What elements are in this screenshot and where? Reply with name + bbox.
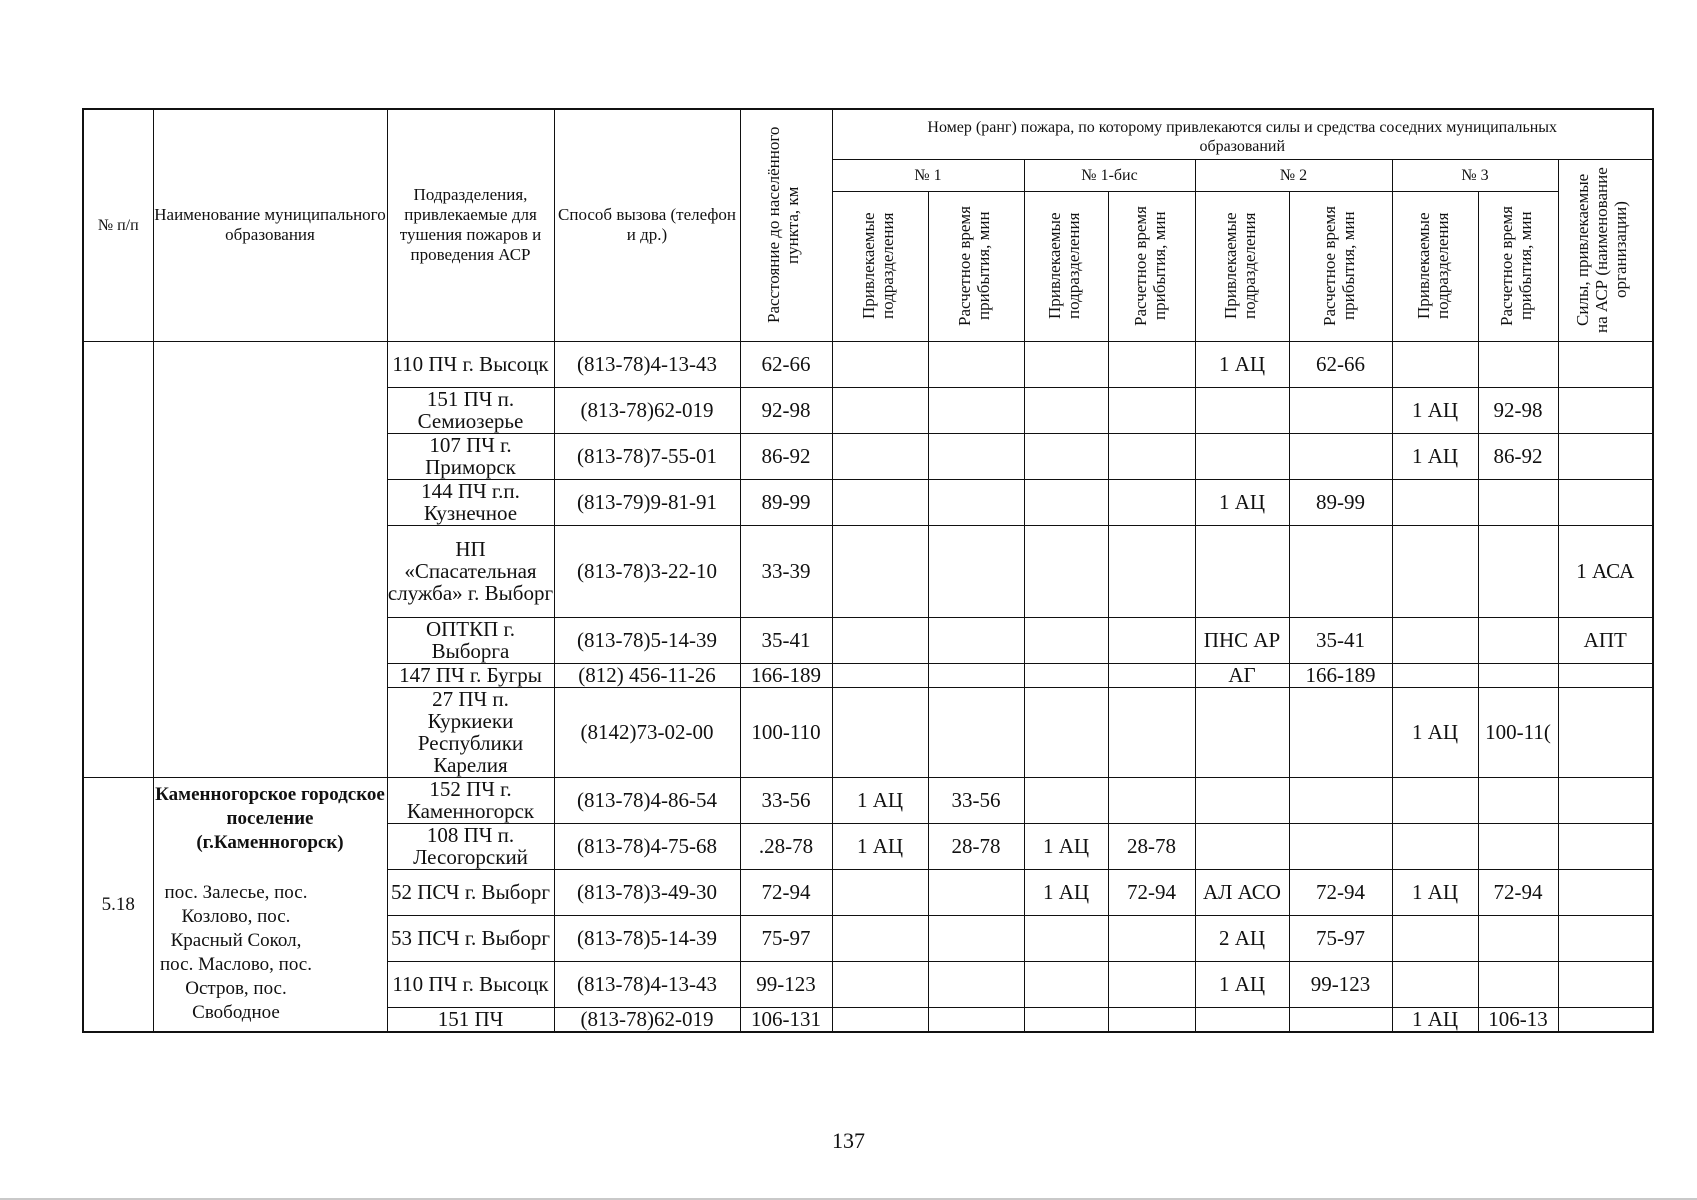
r3u-cell: [1392, 777, 1478, 823]
header-r1bis-time: Расчетное время прибытия, мин: [1108, 191, 1195, 341]
phone-cell: (813-78)5-14-39: [554, 617, 740, 663]
unit-cell: 147 ПЧ г. Бугры: [387, 663, 554, 687]
r3u-cell: 1 АЦ: [1392, 387, 1478, 433]
r3t-cell: [1478, 961, 1558, 1007]
r1bt-cell: 72-94: [1108, 869, 1195, 915]
r1u-cell: [832, 1007, 928, 1032]
table-row: [83, 341, 1653, 387]
r2t-cell: 166-189: [1289, 663, 1392, 687]
phone-cell: (813-78)4-13-43: [554, 341, 740, 387]
r3u-cell: [1392, 915, 1478, 961]
r1bt-cell: [1108, 1007, 1195, 1032]
r1bu-cell: [1024, 663, 1108, 687]
unit-cell: ОПТКП г. Выборга: [387, 617, 554, 663]
r1bu-cell: [1024, 387, 1108, 433]
unit-cell: 151 ПЧ: [387, 1007, 554, 1032]
r3t-cell: [1478, 777, 1558, 823]
r3u-cell: 1 АЦ: [1392, 869, 1478, 915]
header-r2-units: Привлекаемые подразделения: [1195, 191, 1289, 341]
r1u-cell: [832, 479, 928, 525]
header-rank-group: Номер (ранг) пожара, по которому привлекаются силы и средства соседних муниципальных образований: [832, 109, 1653, 159]
r1bt-cell: [1108, 663, 1195, 687]
unit-cell: 144 ПЧ г.п. Кузнечное: [387, 479, 554, 525]
r1bu-cell: 1 АЦ: [1024, 823, 1108, 869]
dist-cell: .28-78: [740, 823, 832, 869]
r3u-cell: [1392, 479, 1478, 525]
asr-cell: [1558, 433, 1653, 479]
r3u-cell: [1392, 617, 1478, 663]
r1u-cell: [832, 663, 928, 687]
municipality-cell: [153, 777, 387, 1032]
header-rank-2: № 2: [1195, 159, 1392, 191]
r1u-cell: [832, 525, 928, 617]
dist-cell: 33-56: [740, 777, 832, 823]
r3t-cell: [1478, 663, 1558, 687]
r2t-cell: 89-99: [1289, 479, 1392, 525]
r1t-cell: [928, 687, 1024, 777]
r1bu-cell: [1024, 1007, 1108, 1032]
r1bu-cell: [1024, 433, 1108, 479]
r2u-cell: [1195, 823, 1289, 869]
r1bu-cell: [1024, 525, 1108, 617]
r1bt-cell: [1108, 961, 1195, 1007]
r1t-cell: [928, 915, 1024, 961]
r1t-cell: [928, 387, 1024, 433]
r3t-cell: [1478, 915, 1558, 961]
header-r3-units: Привлекаемые подразделения: [1392, 191, 1478, 341]
phone-cell: (813-78)62-019: [554, 1007, 740, 1032]
asr-cell: АПТ: [1558, 617, 1653, 663]
r1u-cell: 1 АЦ: [832, 823, 928, 869]
r1u-cell: [832, 341, 928, 387]
phone-cell: (813-78)3-49-30: [554, 869, 740, 915]
r1bt-cell: [1108, 525, 1195, 617]
r3u-cell: [1392, 341, 1478, 387]
dist-cell: 92-98: [740, 387, 832, 433]
settlement-list: пос. Залесье, пос. Козлово, пос. Красный Сокол, пос. Маслово, пос. Остров, пос. Свободное: [160, 882, 312, 1023]
asr-cell: [1558, 341, 1653, 387]
header-rank-3: № 3: [1392, 159, 1558, 191]
r1bt-cell: [1108, 433, 1195, 479]
dist-cell: 99-123: [740, 961, 832, 1007]
dist-cell: 106-131: [740, 1007, 832, 1032]
r2t-cell: [1289, 687, 1392, 777]
asr-cell: 1 АСА: [1558, 525, 1653, 617]
header-distance: Расстояние до населённого пункта, км: [740, 109, 832, 341]
r1t-cell: 33-56: [928, 777, 1024, 823]
r1bt-cell: [1108, 387, 1195, 433]
r2t-cell: [1289, 433, 1392, 479]
page-number: 137: [832, 1128, 865, 1153]
r1u-cell: [832, 387, 928, 433]
dist-cell: 86-92: [740, 433, 832, 479]
phone-cell: (813-78)3-22-10: [554, 525, 740, 617]
unit-cell: 53 ПСЧ г. Выборг: [387, 915, 554, 961]
r1bu-cell: [1024, 479, 1108, 525]
r1t-cell: [928, 433, 1024, 479]
header-r3-time: Расчетное время прибытия, мин: [1478, 191, 1558, 341]
asr-cell: [1558, 869, 1653, 915]
r1u-cell: [832, 687, 928, 777]
r1bu-cell: [1024, 961, 1108, 1007]
header-rank-1bis: № 1-бис: [1024, 159, 1195, 191]
header-call-method: Способ вызова (телефон и др.): [554, 109, 740, 341]
header-r2-time: Расчетное время прибытия, мин: [1289, 191, 1392, 341]
r1t-cell: [928, 869, 1024, 915]
r2t-cell: 62-66: [1289, 341, 1392, 387]
r2u-cell: [1195, 1007, 1289, 1032]
phone-cell: (812) 456-11-26: [554, 663, 740, 687]
r2u-cell: АГ: [1195, 663, 1289, 687]
r1u-cell: [832, 869, 928, 915]
r1bt-cell: [1108, 479, 1195, 525]
group-a-body: [83, 341, 1653, 777]
asr-cell: [1558, 823, 1653, 869]
r2u-cell: 2 АЦ: [1195, 915, 1289, 961]
r3t-cell: 86-92: [1478, 433, 1558, 479]
r1u-cell: [832, 617, 928, 663]
r2t-cell: 75-97: [1289, 915, 1392, 961]
unit-cell: 107 ПЧ г. Приморск: [387, 433, 554, 479]
r2u-cell: [1195, 433, 1289, 479]
r1t-cell: [928, 525, 1024, 617]
document-sheet: [82, 108, 1654, 1033]
unit-cell: 52 ПСЧ г. Выборг: [387, 869, 554, 915]
header-units: Подразделения, привлекаемые для тушения пожаров и проведения АСР: [387, 109, 554, 341]
r1bt-cell: [1108, 915, 1195, 961]
r2t-cell: 99-123: [1289, 961, 1392, 1007]
phone-cell: (813-78)4-75-68: [554, 823, 740, 869]
dist-cell: 166-189: [740, 663, 832, 687]
r3t-cell: [1478, 823, 1558, 869]
r2u-cell: 1 АЦ: [1195, 479, 1289, 525]
header-municipality: Наименование муниципального образования: [153, 109, 387, 341]
r1bt-cell: [1108, 777, 1195, 823]
phone-cell: (813-78)62-019: [554, 387, 740, 433]
r1t-cell: 28-78: [928, 823, 1024, 869]
r1bu-cell: [1024, 915, 1108, 961]
dist-cell: 100-110: [740, 687, 832, 777]
r2t-cell: [1289, 777, 1392, 823]
r2t-cell: [1289, 525, 1392, 617]
r3u-cell: 1 АЦ: [1392, 687, 1478, 777]
asr-cell: [1558, 663, 1653, 687]
r3u-cell: [1392, 525, 1478, 617]
r1u-cell: [832, 961, 928, 1007]
r2u-cell: [1195, 525, 1289, 617]
dist-cell: 62-66: [740, 341, 832, 387]
r2u-cell: 1 АЦ: [1195, 961, 1289, 1007]
r2t-cell: [1289, 387, 1392, 433]
r3t-cell: 106-13: [1478, 1007, 1558, 1032]
r2u-cell: 1 АЦ: [1195, 341, 1289, 387]
unit-cell: НП «Спасательная служба» г. Выборг: [387, 525, 554, 617]
r3t-cell: [1478, 479, 1558, 525]
group-b-body: [83, 777, 1653, 1032]
r1t-cell: [928, 961, 1024, 1007]
fire-forces-table: [82, 108, 1654, 1033]
r2u-cell: [1195, 387, 1289, 433]
r3t-cell: [1478, 525, 1558, 617]
phone-cell: (8142)73-02-00: [554, 687, 740, 777]
r2u-cell: АЛ АСО: [1195, 869, 1289, 915]
r2t-cell: [1289, 1007, 1392, 1032]
r2t-cell: [1289, 823, 1392, 869]
asr-cell: [1558, 915, 1653, 961]
phone-cell: (813-78)7-55-01: [554, 433, 740, 479]
r1bt-cell: [1108, 687, 1195, 777]
r1t-cell: [928, 1007, 1024, 1032]
municipality-title: Каменногорское городское поселение (г.Каменногорск): [155, 784, 385, 853]
r2u-cell: [1195, 687, 1289, 777]
phone-cell: (813-78)4-86-54: [554, 777, 740, 823]
r1bu-cell: [1024, 777, 1108, 823]
r1u-cell: [832, 433, 928, 479]
header-r1-units: Привлекаемые подразделения: [832, 191, 928, 341]
header-asr: Силы, привлекаемые на АСР (наименование организации): [1558, 159, 1653, 341]
r3u-cell: [1392, 663, 1478, 687]
r1t-cell: [928, 617, 1024, 663]
r1bu-cell: [1024, 341, 1108, 387]
r1t-cell: [928, 479, 1024, 525]
table-row: [83, 777, 1653, 823]
r3t-cell: 72-94: [1478, 869, 1558, 915]
municipality-cell: [153, 341, 387, 777]
r1bu-cell: 1 АЦ: [1024, 869, 1108, 915]
r1u-cell: [832, 915, 928, 961]
r1bt-cell: [1108, 341, 1195, 387]
r3t-cell: [1478, 341, 1558, 387]
dist-cell: 35-41: [740, 617, 832, 663]
asr-cell: [1558, 687, 1653, 777]
phone-cell: (813-78)5-14-39: [554, 915, 740, 961]
unit-cell: 110 ПЧ г. Высоцк: [387, 961, 554, 1007]
r3u-cell: [1392, 823, 1478, 869]
num-cell: [83, 341, 153, 777]
r3u-cell: [1392, 961, 1478, 1007]
dist-cell: 72-94: [740, 869, 832, 915]
unit-cell: 152 ПЧ г. Каменногорск: [387, 777, 554, 823]
header-r1bis-units: Привлекаемые подразделения: [1024, 191, 1108, 341]
dist-cell: 33-39: [740, 525, 832, 617]
header-rank-1: № 1: [832, 159, 1024, 191]
r1bt-cell: 28-78: [1108, 823, 1195, 869]
r1t-cell: [928, 663, 1024, 687]
unit-cell: 27 ПЧ п. Куркиеки Республики Карелия: [387, 687, 554, 777]
asr-cell: [1558, 961, 1653, 1007]
r3t-cell: [1478, 617, 1558, 663]
r1u-cell: 1 АЦ: [832, 777, 928, 823]
asr-cell: [1558, 387, 1653, 433]
dist-cell: 75-97: [740, 915, 832, 961]
r3t-cell: 92-98: [1478, 387, 1558, 433]
r3u-cell: 1 АЦ: [1392, 433, 1478, 479]
r1bt-cell: [1108, 617, 1195, 663]
r3u-cell: 1 АЦ: [1392, 1007, 1478, 1032]
asr-cell: [1558, 1007, 1653, 1032]
phone-cell: (813-78)4-13-43: [554, 961, 740, 1007]
r2u-cell: [1195, 777, 1289, 823]
unit-cell: 151 ПЧ п. Семиозерье: [387, 387, 554, 433]
num-cell: 5.18: [83, 777, 153, 1032]
r1bu-cell: [1024, 617, 1108, 663]
header-num: № п/п: [83, 109, 153, 341]
r2t-cell: 72-94: [1289, 869, 1392, 915]
header-r1-time: Расчетное время прибытия, мин: [928, 191, 1024, 341]
r2u-cell: ПНС АР: [1195, 617, 1289, 663]
r3t-cell: 100-11(: [1478, 687, 1558, 777]
r2t-cell: 35-41: [1289, 617, 1392, 663]
asr-cell: [1558, 479, 1653, 525]
r1t-cell: [928, 341, 1024, 387]
r1bu-cell: [1024, 687, 1108, 777]
unit-cell: 110 ПЧ г. Высоцк: [387, 341, 554, 387]
asr-cell: [1558, 777, 1653, 823]
unit-cell: 108 ПЧ п. Лесогорский: [387, 823, 554, 869]
dist-cell: 89-99: [740, 479, 832, 525]
phone-cell: (813-79)9-81-91: [554, 479, 740, 525]
